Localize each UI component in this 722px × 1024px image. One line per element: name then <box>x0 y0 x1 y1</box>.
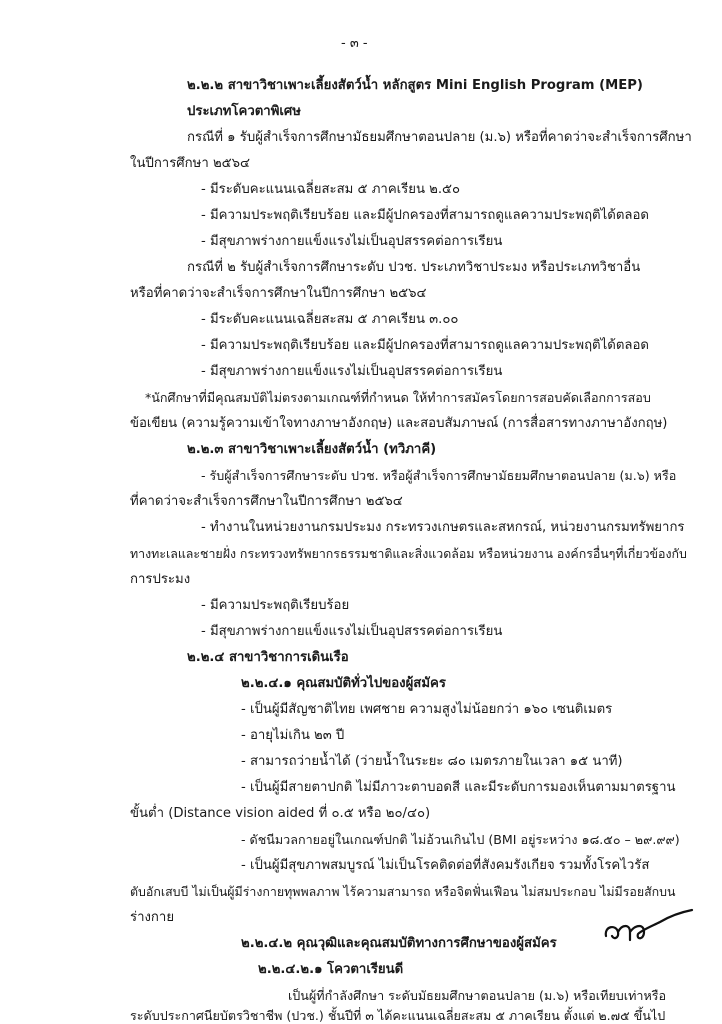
case1-intro: กรณีที่ ๑ รับผู้สำเร็จการศึกษามัธยมศึกษาตอนปลาย (ม.๖) หรือที่คาดว่าจะสำเร็จการศึกษา <box>187 130 692 145</box>
case2-item: - มีระดับคะแนนเฉลี่ยสะสม ๕ ภาคเรียน ๓.๐๐ <box>201 312 459 327</box>
page-number: - ๓ - <box>341 36 368 51</box>
subsection-heading-2-2-4-2: ๒.๒.๔.๒ คุณวุฒิและคุณสมบัติทางการศึกษาของผู้สมัคร <box>241 936 557 951</box>
s224-honor-text: ระดับประกาศนียบัตรวิชาชีพ (ปวช.) ชั้นปีที่ ๓ ได้คะแนนเฉลี่ยสะสม ๕ ภาคเรียน ตั้งแต่ ๒.๗๕ ขึ้นไป <box>130 1008 666 1023</box>
s224-health: ร่างกาย <box>130 910 175 925</box>
s224-bmi: - ดัชนีมวลกายอยู่ในเกณฑ์ปกติ ไม่อ้วนเกินไป (BMI อยู่ระหว่าง ๑๘.๕๐ – ๒๙.๙๙) <box>241 832 680 847</box>
s223-item: - มีความประพฤติเรียบร้อย <box>201 598 350 613</box>
subsection-heading-2-2-4-2-1: ๒.๒.๔.๒.๑ โควตาเรียนดี <box>258 962 404 977</box>
section-heading-2-2-3: ๒.๒.๓ สาขาวิชาเพาะเลี้ยงสัตว์น้ำ (ทวิภาคี) <box>187 442 437 457</box>
case1-item: - มีสุขภาพร่างกายแข็งแรงไม่เป็นอุปสรรคต่อการเรียน <box>201 234 503 249</box>
case1-item: - มีความประพฤติเรียบร้อย และมีผู้ปกครองที่สามารถดูแลความประพฤติได้ตลอด <box>201 208 649 223</box>
s223-para: ที่คาดว่าจะสำเร็จการศึกษาในปีการศึกษา ๒๕๖๔ <box>130 494 403 509</box>
note-line: *นักศึกษาที่มีคุณสมบัติไม่ตรงตามเกณฑ์ที่กำหนด ให้ทำการสมัครโดยการสอบคัดเลือกการสอบ <box>145 390 651 405</box>
s224-honor-text: เป็นผู้ที่กำลังศึกษา ระดับมัธยมศึกษาตอนปลาย (ม.๖) หรือเทียบเท่าหรือ <box>288 988 667 1003</box>
s224-item: - อายุไม่เกิน ๒๓ ปี <box>241 728 345 743</box>
s223-para: ทางทะเลและชายฝั่ง กระทรวงทรัพยากรธรรมชาติและสิ่งแวดล้อม หรือหน่วยงาน องค์กรอื่นๆที่เกี่ยวข้องกับ <box>130 546 687 561</box>
s223-item: - มีสุขภาพร่างกายแข็งแรงไม่เป็นอุปสรรคต่อการเรียน <box>201 624 503 639</box>
case2-intro: กรณีที่ ๒ รับผู้สำเร็จการศึกษาระดับ ปวช. ประเภทวิชาประมง หรือประเภทวิชาอื่น <box>187 260 641 275</box>
case1-intro-cont: ในปีการศึกษา ๒๕๖๔ <box>130 156 250 171</box>
case2-intro-cont: หรือที่คาดว่าจะสำเร็จการศึกษาในปีการศึกษา ๒๕๖๔ <box>130 286 427 301</box>
s224-item: - สามารถว่ายน้ำได้ (ว่ายน้ำในระยะ ๘๐ เมตรภายในเวลา ๑๕ นาที) <box>241 754 623 769</box>
s224-item: - เป็นผู้มีสัญชาติไทย เพศชาย ความสูงไม่น้อยกว่า ๑๖๐ เซนติเมตร <box>241 702 613 717</box>
subsection-heading-2-2-4-1: ๒.๒.๔.๑ คุณสมบัติทั่วไปของผู้สมัคร <box>241 676 446 691</box>
s223-para: การประมง <box>130 572 191 587</box>
case1-item: - มีระดับคะแนนเฉลี่ยสะสม ๕ ภาคเรียน ๒.๕๐ <box>201 182 461 197</box>
section-heading-2-2-4: ๒.๒.๔ สาขาวิชาการเดินเรือ <box>187 650 349 665</box>
s224-health: ตับอักเสบบี ไม่เป็นผู้มีร่างกายทุพพลภาพ ไร้ความสามารถ หรือจิตฟั่นเฟือน ไม่สมประกอบ ไม่มีรอยสักบน <box>130 884 676 899</box>
case2-item: - มีความประพฤติเรียบร้อย และมีผู้ปกครองที่สามารถดูแลความประพฤติได้ตลอด <box>201 338 649 353</box>
section-heading-2-2-2: ๒.๒.๒ สาขาวิชาเพาะเลี้ยงสัตว์น้ำ หลักสูตร Mini English Program (MEP) <box>187 78 643 93</box>
s223-para: - ทำงานในหน่วยงานกรมประมง กระทรวงเกษตรและสหกรณ์, หน่วยงานกรมทรัพยากร <box>201 520 685 535</box>
note-line: ข้อเขียน (ความรู้ความเข้าใจทางภาษาอังกฤษ) และสอบสัมภาษณ์ (การสื่อสารทางภาษาอังกฤษ) <box>130 416 668 431</box>
quota-type-label: ประเภทโควตาพิเศษ <box>187 104 301 119</box>
s224-vision: - เป็นผู้มีสายตาปกติ ไม่มีภาวะตาบอดสี และมีระดับการมองเห็นตามมาตรฐาน <box>241 780 676 795</box>
s224-vision: ขั้นต่ำ (Distance vision aided ที่ ๐.๕ หรือ ๒๐/๔๐) <box>130 806 431 821</box>
signature-initials <box>600 906 696 948</box>
case2-item: - มีสุขภาพร่างกายแข็งแรงไม่เป็นอุปสรรคต่อการเรียน <box>201 364 503 379</box>
s224-health: - เป็นผู้มีสุขภาพสมบูรณ์ ไม่เป็นโรคติดต่อที่สังคมรังเกียจ รวมทั้งโรคไวรัส <box>241 858 650 873</box>
s223-para: - รับผู้สำเร็จการศึกษาระดับ ปวช. หรือผู้สำเร็จการศึกษามัธยมศึกษาตอนปลาย (ม.๖) หรือ <box>201 468 677 483</box>
